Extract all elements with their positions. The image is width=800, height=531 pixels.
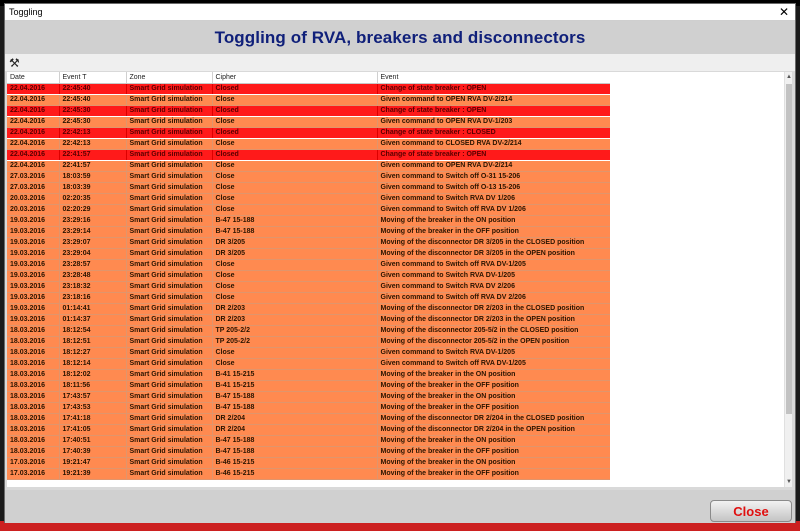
cell-zone: Smart Grid simulation	[126, 446, 212, 457]
table-row[interactable]	[7, 116, 610, 127]
cell-event: Moving of the breaker in the OFF position	[377, 226, 610, 237]
cell-zone: Smart Grid simulation	[126, 237, 212, 248]
cell-event-time: 19:21:47	[59, 457, 126, 468]
cell-date: 18.03.2016	[7, 369, 59, 380]
event-table-body	[7, 83, 610, 479]
cell-date: 22.04.2016	[7, 105, 59, 116]
cell-event-time: 23:18:16	[59, 292, 126, 303]
cell-date: 18.03.2016	[7, 325, 59, 336]
cell-event: Given command to Switch off RVA DV 2/206	[377, 292, 610, 303]
cell-cipher: B-47 15-188	[212, 226, 377, 237]
cell-event: Given command to Switch RVA DV 1/206	[377, 193, 610, 204]
cell-zone: Smart Grid simulation	[126, 259, 212, 270]
cell-event-time: 18:11:56	[59, 380, 126, 391]
cell-date: 18.03.2016	[7, 424, 59, 435]
table-row[interactable]	[7, 446, 610, 457]
cell-zone: Smart Grid simulation	[126, 127, 212, 138]
table-row[interactable]	[7, 369, 610, 380]
cell-zone: Smart Grid simulation	[126, 83, 212, 94]
cell-zone: Smart Grid simulation	[126, 138, 212, 149]
hammer-pick-icon[interactable]: ⚒	[9, 55, 20, 70]
cell-zone: Smart Grid simulation	[126, 314, 212, 325]
cell-date: 27.03.2016	[7, 171, 59, 182]
cell-date: 22.04.2016	[7, 116, 59, 127]
toggling-dialog	[4, 3, 796, 523]
cell-zone: Smart Grid simulation	[126, 336, 212, 347]
cell-cipher: B-47 15-188	[212, 402, 377, 413]
cell-date: 22.04.2016	[7, 149, 59, 160]
cell-zone: Smart Grid simulation	[126, 380, 212, 391]
cell-cipher: Close	[212, 182, 377, 193]
cell-event: Given command to OPEN RVA DV-2/214	[377, 160, 610, 171]
event-grid	[7, 72, 792, 487]
cell-date: 18.03.2016	[7, 391, 59, 402]
cell-date: 19.03.2016	[7, 281, 59, 292]
cell-zone: Smart Grid simulation	[126, 270, 212, 281]
cell-cipher: Closed	[212, 127, 377, 138]
table-header-row	[7, 72, 610, 83]
cell-date: 19.03.2016	[7, 314, 59, 325]
cell-cipher: B-46 15-215	[212, 468, 377, 479]
cell-event-time: 18:12:02	[59, 369, 126, 380]
cell-event-time: 22:45:30	[59, 116, 126, 127]
table-row[interactable]	[7, 270, 610, 281]
cell-event-time: 22:45:30	[59, 105, 126, 116]
table-row[interactable]	[7, 347, 610, 358]
cell-cipher: Close	[212, 193, 377, 204]
table-row[interactable]	[7, 325, 610, 336]
cell-cipher: Closed	[212, 105, 377, 116]
table-row[interactable]	[7, 226, 610, 237]
cell-date: 19.03.2016	[7, 303, 59, 314]
cell-zone: Smart Grid simulation	[126, 402, 212, 413]
column-header-cipher[interactable]: Cipher	[212, 72, 377, 83]
cell-date: 22.04.2016	[7, 127, 59, 138]
cell-event-time: 17:43:53	[59, 402, 126, 413]
cell-date: 18.03.2016	[7, 336, 59, 347]
table-row[interactable]	[7, 248, 610, 259]
cell-zone: Smart Grid simulation	[126, 248, 212, 259]
cell-cipher: Close	[212, 94, 377, 105]
cell-event: Given command to Switch RVA DV 2/206	[377, 281, 610, 292]
cell-date: 18.03.2016	[7, 358, 59, 369]
header-band	[5, 21, 795, 54]
table-row[interactable]	[7, 303, 610, 314]
cell-date: 19.03.2016	[7, 215, 59, 226]
cell-zone: Smart Grid simulation	[126, 325, 212, 336]
cell-cipher: B-41 15-215	[212, 380, 377, 391]
cell-zone: Smart Grid simulation	[126, 171, 212, 182]
cell-event-time: 18:12:54	[59, 325, 126, 336]
cell-date: 19.03.2016	[7, 292, 59, 303]
close-icon[interactable]: ✕	[778, 4, 790, 19]
cell-zone: Smart Grid simulation	[126, 94, 212, 105]
cell-date: 17.03.2016	[7, 457, 59, 468]
scroll-up-icon[interactable]: ▲	[786, 74, 792, 80]
cell-cipher: Close	[212, 259, 377, 270]
cell-event: Given command to Switch off O-13 15-206	[377, 182, 610, 193]
cell-zone: Smart Grid simulation	[126, 424, 212, 435]
table-row[interactable]	[7, 138, 610, 149]
cell-cipher: B-47 15-188	[212, 435, 377, 446]
cell-zone: Smart Grid simulation	[126, 193, 212, 204]
table-row[interactable]	[7, 127, 610, 138]
cell-event: Given command to Switch off RVA DV-1/205	[377, 259, 610, 270]
cell-cipher: Closed	[212, 149, 377, 160]
cell-event: Given command to Switch RVA DV-1/205	[377, 270, 610, 281]
cell-event-time: 23:29:07	[59, 237, 126, 248]
column-header-zone[interactable]: Zone	[126, 72, 212, 83]
cell-event-time: 18:12:27	[59, 347, 126, 358]
table-row[interactable]	[7, 336, 610, 347]
cell-date: 22.04.2016	[7, 83, 59, 94]
cell-event: Moving of the breaker in the OFF position	[377, 402, 610, 413]
cell-cipher: Close	[212, 358, 377, 369]
table-row[interactable]	[7, 314, 610, 325]
cell-zone: Smart Grid simulation	[126, 303, 212, 314]
cell-cipher: DR 2/204	[212, 413, 377, 424]
footer-band	[5, 490, 795, 523]
cell-event-time: 23:29:04	[59, 248, 126, 259]
cell-event: Change of state breaker : OPEN	[377, 83, 610, 94]
cell-event-time: 22:42:13	[59, 127, 126, 138]
cell-event: Given command to Switch off RVA DV 1/206	[377, 204, 610, 215]
cell-zone: Smart Grid simulation	[126, 435, 212, 446]
table-row[interactable]	[7, 171, 610, 182]
cell-cipher: B-47 15-188	[212, 446, 377, 457]
cell-cipher: B-47 15-188	[212, 391, 377, 402]
cell-event-time: 18:12:14	[59, 358, 126, 369]
table-row[interactable]	[7, 160, 610, 171]
cell-event: Change of state breaker : OPEN	[377, 149, 610, 160]
column-header-date[interactable]: Date	[7, 72, 59, 83]
cell-event-time: 23:29:14	[59, 226, 126, 237]
window-title: Toggling	[9, 7, 43, 17]
cell-date: 27.03.2016	[7, 182, 59, 193]
cell-event: Moving of the disconnector DR 2/203 in the OPEN position	[377, 314, 610, 325]
cell-cipher: DR 2/203	[212, 314, 377, 325]
cell-date: 18.03.2016	[7, 402, 59, 413]
cell-zone: Smart Grid simulation	[126, 116, 212, 127]
cell-zone: Smart Grid simulation	[126, 292, 212, 303]
cell-cipher: Close	[212, 292, 377, 303]
cell-event-time: 17:40:51	[59, 435, 126, 446]
cell-event-time: 18:03:59	[59, 171, 126, 182]
cell-date: 22.04.2016	[7, 138, 59, 149]
cell-date: 20.03.2016	[7, 204, 59, 215]
cell-event-time: 23:28:48	[59, 270, 126, 281]
cell-event-time: 17:40:39	[59, 446, 126, 457]
cell-event: Moving of the breaker in the ON position	[377, 435, 610, 446]
cell-event-time: 02:20:35	[59, 193, 126, 204]
cell-event-time: 22:45:40	[59, 94, 126, 105]
table-row[interactable]	[7, 468, 610, 479]
scroll-down-icon[interactable]: ▼	[786, 479, 792, 485]
cell-event-time: 19:21:39	[59, 468, 126, 479]
cell-zone: Smart Grid simulation	[126, 413, 212, 424]
cell-event: Moving of the breaker in the OFF position	[377, 380, 610, 391]
cell-event: Moving of the disconnector DR 2/204 in the OPEN position	[377, 424, 610, 435]
cell-date: 18.03.2016	[7, 446, 59, 457]
scroll-thumb[interactable]	[786, 84, 792, 414]
cell-cipher: Closed	[212, 83, 377, 94]
cell-date: 20.03.2016	[7, 193, 59, 204]
cell-date: 19.03.2016	[7, 270, 59, 281]
cell-event: Moving of the disconnector 205-5/2 in the OPEN position	[377, 336, 610, 347]
cell-cipher: DR 2/204	[212, 424, 377, 435]
cell-event: Change of state breaker : OPEN	[377, 105, 610, 116]
cell-event: Moving of the breaker in the OFF position	[377, 446, 610, 457]
table-row[interactable]	[7, 457, 610, 468]
cell-zone: Smart Grid simulation	[126, 468, 212, 479]
cell-event-time: 22:41:57	[59, 149, 126, 160]
page-title: Toggling of RVA, breakers and disconnectors	[214, 27, 586, 47]
cell-date: 18.03.2016	[7, 413, 59, 424]
cell-event: Moving of the breaker in the OFF position	[377, 468, 610, 479]
column-header-event[interactable]: Event	[377, 72, 610, 83]
cell-date: 19.03.2016	[7, 226, 59, 237]
cell-cipher: Close	[212, 281, 377, 292]
cell-cipher: DR 2/203	[212, 303, 377, 314]
cell-event: Given command to Switch off RVA DV-1/205	[377, 358, 610, 369]
table-row[interactable]	[7, 83, 610, 94]
table-row[interactable]	[7, 292, 610, 303]
cell-event-time: 17:43:57	[59, 391, 126, 402]
column-header-event-time[interactable]: Event T	[59, 72, 126, 83]
cell-event-time: 18:03:39	[59, 182, 126, 193]
event-table	[7, 72, 610, 480]
cell-cipher: B-41 15-215	[212, 369, 377, 380]
cell-cipher: Close	[212, 204, 377, 215]
cell-cipher: B-47 15-188	[212, 215, 377, 226]
cell-cipher: Close	[212, 270, 377, 281]
title-bar[interactable]	[5, 4, 795, 21]
cell-event: Moving of the disconnector DR 2/203 in the CLOSED position	[377, 303, 610, 314]
table-row[interactable]	[7, 182, 610, 193]
cell-cipher: Close	[212, 171, 377, 182]
cell-event: Moving of the disconnector DR 3/205 in the OPEN position	[377, 248, 610, 259]
toolbar	[5, 54, 795, 71]
table-row[interactable]	[7, 380, 610, 391]
cell-date: 18.03.2016	[7, 380, 59, 391]
table-row[interactable]	[7, 193, 610, 204]
table-row[interactable]	[7, 94, 610, 105]
cell-event: Given command to CLOSED RVA DV-2/214	[377, 138, 610, 149]
cell-date: 19.03.2016	[7, 259, 59, 270]
cell-event: Moving of the breaker in the ON position	[377, 215, 610, 226]
table-row[interactable]	[7, 402, 610, 413]
close-button[interactable]: Close	[710, 500, 792, 522]
cell-zone: Smart Grid simulation	[126, 457, 212, 468]
cell-event-time: 22:41:57	[59, 160, 126, 171]
cell-event: Moving of the disconnector 205-5/2 in the CLOSED position	[377, 325, 610, 336]
cell-zone: Smart Grid simulation	[126, 358, 212, 369]
cell-zone: Smart Grid simulation	[126, 105, 212, 116]
cell-date: 18.03.2016	[7, 435, 59, 446]
cell-date: 22.04.2016	[7, 94, 59, 105]
cell-zone: Smart Grid simulation	[126, 204, 212, 215]
cell-zone: Smart Grid simulation	[126, 182, 212, 193]
table-row[interactable]	[7, 358, 610, 369]
cell-zone: Smart Grid simulation	[126, 369, 212, 380]
cell-cipher: DR 3/205	[212, 248, 377, 259]
cell-cipher: DR 3/205	[212, 237, 377, 248]
table-row[interactable]	[7, 237, 610, 248]
cell-event-time: 17:41:18	[59, 413, 126, 424]
cell-event-time: 22:45:40	[59, 83, 126, 94]
cell-event-time: 22:42:13	[59, 138, 126, 149]
table-row[interactable]	[7, 259, 610, 270]
cell-cipher: Close	[212, 160, 377, 171]
cell-event: Moving of the breaker in the ON position	[377, 391, 610, 402]
cell-event-time: 23:18:32	[59, 281, 126, 292]
cell-event: Moving of the breaker in the ON position	[377, 457, 610, 468]
table-row[interactable]	[7, 424, 610, 435]
cell-event-time: 01:14:41	[59, 303, 126, 314]
cell-event-time: 01:14:37	[59, 314, 126, 325]
table-row[interactable]	[7, 435, 610, 446]
cell-date: 19.03.2016	[7, 248, 59, 259]
cell-cipher: TP 205-2/2	[212, 325, 377, 336]
cell-zone: Smart Grid simulation	[126, 226, 212, 237]
cell-zone: Smart Grid simulation	[126, 281, 212, 292]
cell-cipher: TP 205-2/2	[212, 336, 377, 347]
cell-event: Given command to OPEN RVA DV-2/214	[377, 94, 610, 105]
table-row[interactable]	[7, 413, 610, 424]
cell-event-time: 23:28:57	[59, 259, 126, 270]
cell-date: 19.03.2016	[7, 237, 59, 248]
cell-cipher: Close	[212, 347, 377, 358]
cell-event-time: 18:12:51	[59, 336, 126, 347]
cell-event: Given command to Switch RVA DV-1/205	[377, 347, 610, 358]
table-row[interactable]	[7, 204, 610, 215]
cell-event-time: 23:29:16	[59, 215, 126, 226]
table-row[interactable]	[7, 149, 610, 160]
table-row[interactable]	[7, 215, 610, 226]
cell-event-time: 17:41:05	[59, 424, 126, 435]
event-table-wrapper	[7, 72, 610, 487]
cell-event: Given command to Switch off O-31 15-206	[377, 171, 610, 182]
cell-date: 17.03.2016	[7, 468, 59, 479]
cell-event-time: 02:20:29	[59, 204, 126, 215]
cell-event: Moving of the disconnector DR 2/204 in the CLOSED position	[377, 413, 610, 424]
cell-event: Moving of the breaker in the ON position	[377, 369, 610, 380]
cell-cipher: B-46 15-215	[212, 457, 377, 468]
table-row[interactable]	[7, 391, 610, 402]
cell-zone: Smart Grid simulation	[126, 215, 212, 226]
cell-event: Change of state breaker : CLOSED	[377, 127, 610, 138]
cell-zone: Smart Grid simulation	[126, 391, 212, 402]
cell-zone: Smart Grid simulation	[126, 149, 212, 160]
cell-event: Given command to OPEN RVA DV-1/203	[377, 116, 610, 127]
cell-cipher: Close	[212, 116, 377, 127]
vertical-scrollbar[interactable]	[784, 72, 792, 487]
table-row[interactable]	[7, 281, 610, 292]
table-row[interactable]	[7, 105, 610, 116]
cell-event: Moving of the disconnector DR 3/205 in the CLOSED position	[377, 237, 610, 248]
cell-zone: Smart Grid simulation	[126, 347, 212, 358]
cell-date: 18.03.2016	[7, 347, 59, 358]
cell-date: 22.04.2016	[7, 160, 59, 171]
cell-cipher: Close	[212, 138, 377, 149]
cell-zone: Smart Grid simulation	[126, 160, 212, 171]
